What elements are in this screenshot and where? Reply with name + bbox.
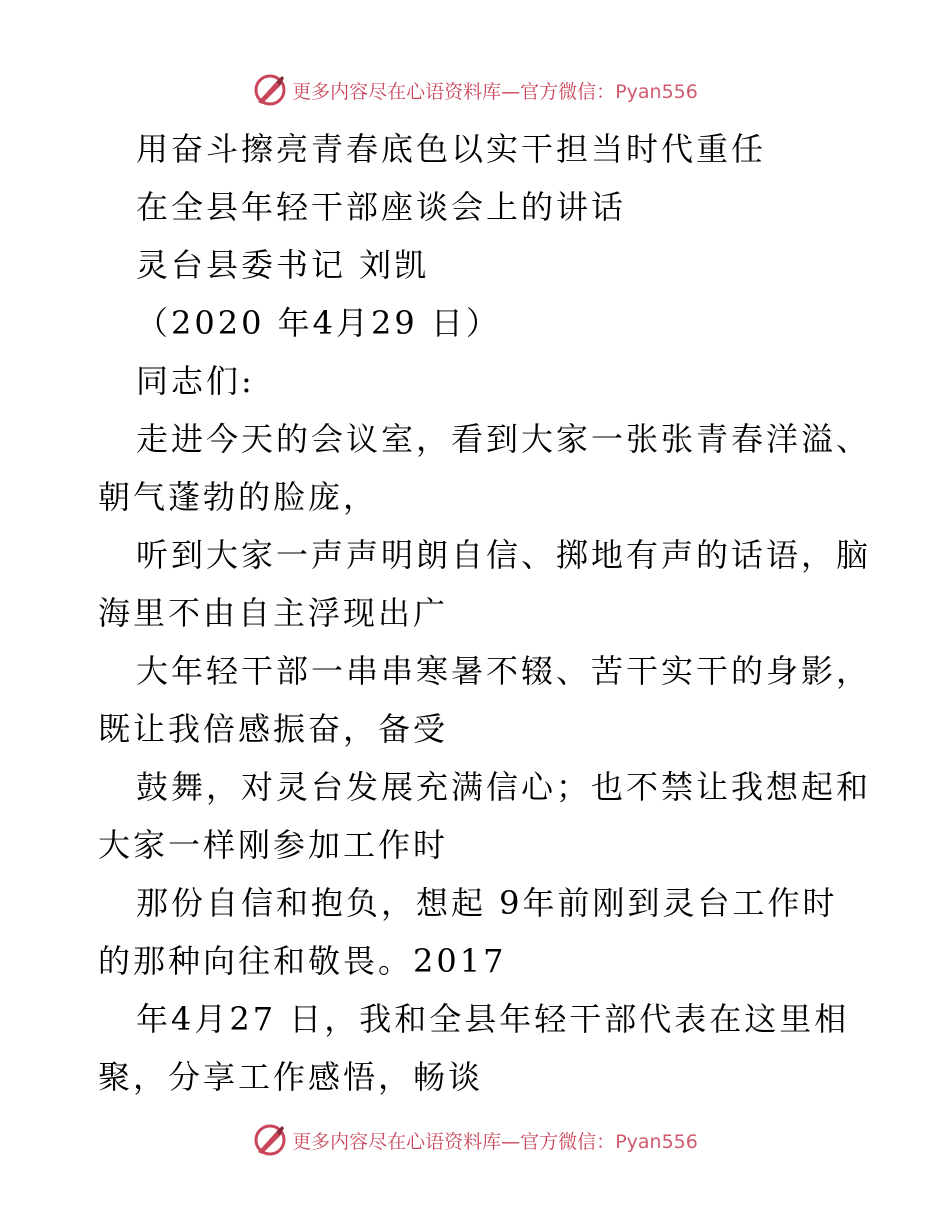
speech-subtitle: 在全县年轻干部座谈会上的讲话: [136, 188, 627, 226]
watermark-text: [292, 77, 698, 104]
text-line: 鼓舞，对灵台发展充满信心；也不禁让我想起和: [136, 768, 872, 806]
text-line: 听到大家一声声明朗自信、掷地有声的话语，脑: [136, 536, 872, 574]
watermark-wechat-label: 官方微信：: [520, 1130, 616, 1153]
watermark-text: [292, 1127, 698, 1154]
watermark-wechat-id: Pyan556: [615, 1130, 698, 1153]
watermark-site: 更多内容尽在心语资料库: [292, 80, 502, 103]
document-body: [98, 120, 872, 1106]
text-line: 大年轻干部一串串寒暑不辍、苦干实干的身影，: [136, 652, 872, 690]
salutation: 同志们:: [136, 362, 255, 400]
text-line: 既让我倍感振奋，备受: [98, 710, 449, 748]
text-line: 海里不由自主浮现出广: [98, 594, 449, 632]
text-line: 年4月27 日，我和全县年轻干部代表在这里相: [136, 1000, 850, 1038]
watermark-site: 更多内容尽在心语资料库: [292, 1130, 502, 1153]
pen-logo-icon: [252, 1122, 288, 1158]
speech-date: （2020 年4月29 日）: [136, 304, 501, 342]
watermark-footer: [0, 1120, 950, 1160]
text-line: 走进今天的会议室，看到大家一张张青春洋溢、: [136, 420, 872, 458]
text-line: 聚，分享工作感悟，畅谈: [98, 1058, 484, 1096]
text-line: 的那种向往和敬畏。2017: [98, 942, 507, 980]
speech-title: 用奋斗擦亮青春底色以实干担当时代重任: [136, 130, 767, 168]
watermark-header: [0, 70, 950, 110]
text-line: 朝气蓬勃的脸庞，: [98, 478, 379, 516]
watermark-dash: —: [501, 1130, 521, 1153]
text-line: 大家一样刚参加工作时: [98, 826, 449, 864]
watermark-dash: —: [501, 80, 521, 103]
watermark-wechat-id: Pyan556: [615, 80, 698, 103]
pen-logo-icon: [252, 72, 288, 108]
speech-author: 灵台县委书记 刘凯: [136, 246, 430, 284]
text-line: 那份自信和抱负，想起 9年前刚到灵台工作时: [136, 884, 838, 922]
watermark-wechat-label: 官方微信：: [520, 80, 616, 103]
